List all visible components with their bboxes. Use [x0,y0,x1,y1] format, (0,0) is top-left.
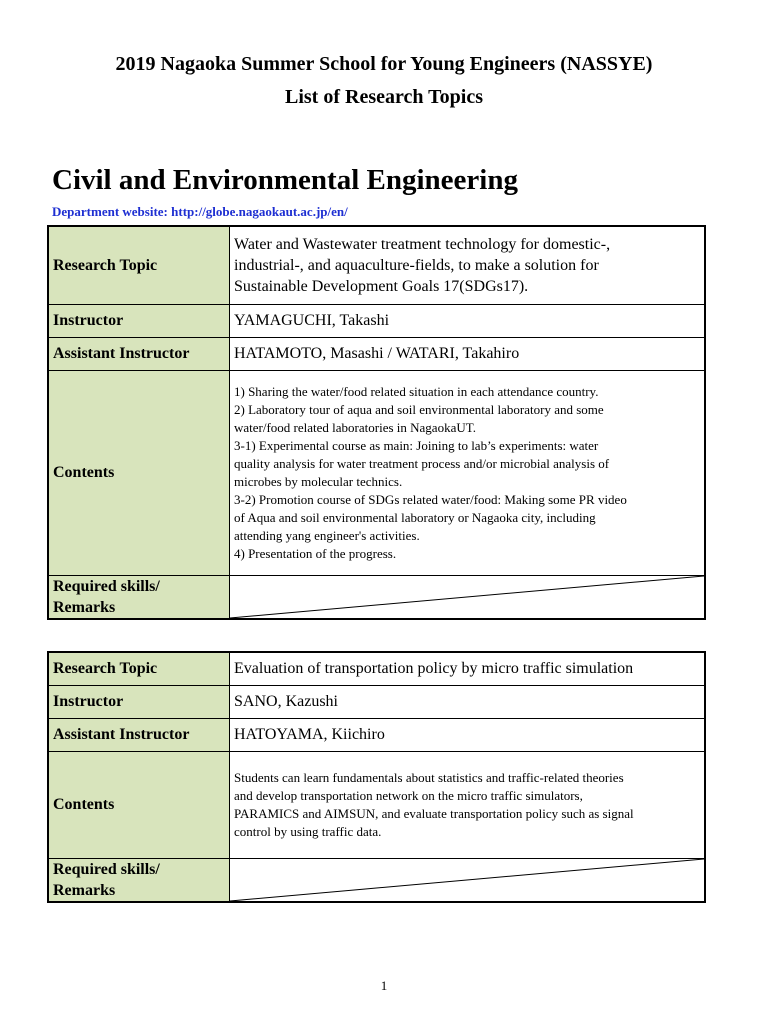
diagonal-slash [230,576,704,618]
text-line: Required skills/ [53,577,160,595]
assistant-instructor-row [48,337,705,370]
page-title: 2019 Nagaoka Summer School for Young Engineers (NASSYE) [115,53,653,75]
contents-row [48,370,705,575]
contents-value [230,751,706,858]
text-line: attending yang engineer's activities. [234,527,420,543]
text-line: Water and Wastewater treatment technology for domestic-, [234,235,611,253]
text-line: Students can learn fundamentals about statistics and traffic-related theories [234,769,624,785]
page-subtitle: List of Research Topics [285,86,483,108]
text-line: Evaluation of transportation policy by micro traffic simulation [234,660,634,678]
contents-label: Contents [48,751,230,858]
required-skills-row [48,575,705,619]
contents-value [230,370,706,575]
text-line: microbes by molecular technics. [234,473,403,489]
text-line: Remarks [53,598,116,616]
required-skills-row [48,858,705,902]
research-topic-row [48,652,705,685]
text-line: 3-1) Experimental course as main: Joining to lab’s experiments: water [234,437,599,453]
research-topic-value [230,652,706,685]
assistant-instructor-label: Assistant Instructor [48,337,230,370]
assistant-instructor-label: Assistant Instructor [48,718,230,751]
assistant-instructor-value: HATOYAMA, Kiichiro [230,718,706,751]
diagonal-slash [230,859,704,901]
text-line: Required skills/ [53,860,160,878]
text-line: control by using traffic data. [234,823,382,839]
text-line: and develop transportation network on the micro traffic simulators, [234,787,583,803]
text-line: industrial-, and aquaculture-fields, to make a solution for [234,256,599,274]
required-skills-value [230,858,706,902]
text-line: 1) Sharing the water/food related situation in each attendance country. [234,383,599,399]
instructor-value: SANO, Kazushi [230,685,706,718]
department-heading: Civil and Environmental Engineering [52,164,518,196]
instructor-row [48,685,705,718]
department-website-link[interactable]: Department website: http://globe.nagaokaut.ac.jp/en/ [52,204,348,219]
text-line: 4) Presentation of the progress. [234,545,397,561]
text-line: 2) Laboratory tour of aqua and soil environmental laboratory and some [234,401,604,417]
text-line: water/food related laboratories in NagaokaUT. [234,419,476,435]
research-topic-value [230,226,706,304]
required-skills-label [48,858,230,902]
page-number: 1 [380,978,388,993]
text-line: quality analysis for water treatment process and/or microbial analysis of [234,455,610,471]
research-topic-table [47,651,706,903]
research-topic-label: Research Topic [48,652,230,685]
text-line: 3-2) Promotion course of SDGs related water/food: Making some PR video [234,491,627,507]
text-line: PARAMICS and AIMSUN, and evaluate transportation policy such as signal [234,805,634,821]
instructor-label: Instructor [48,685,230,718]
contents-label: Contents [48,370,230,575]
required-skills-value [230,575,706,619]
instructor-label: Instructor [48,304,230,337]
text-line: Remarks [53,881,116,899]
text-line: of Aqua and soil environmental laboratory or Nagaoka city, including [234,509,596,525]
required-skills-label [48,575,230,619]
instructor-value: YAMAGUCHI, Takashi [230,304,706,337]
research-topic-row [48,226,705,304]
assistant-instructor-row [48,718,705,751]
instructor-row [48,304,705,337]
contents-row [48,751,705,858]
text-line: Sustainable Development Goals 17(SDGs17). [234,277,529,295]
research-topic-table [47,225,706,620]
assistant-instructor-value: HATAMOTO, Masashi / WATARI, Takahiro [230,337,706,370]
research-topic-label: Research Topic [48,226,230,304]
